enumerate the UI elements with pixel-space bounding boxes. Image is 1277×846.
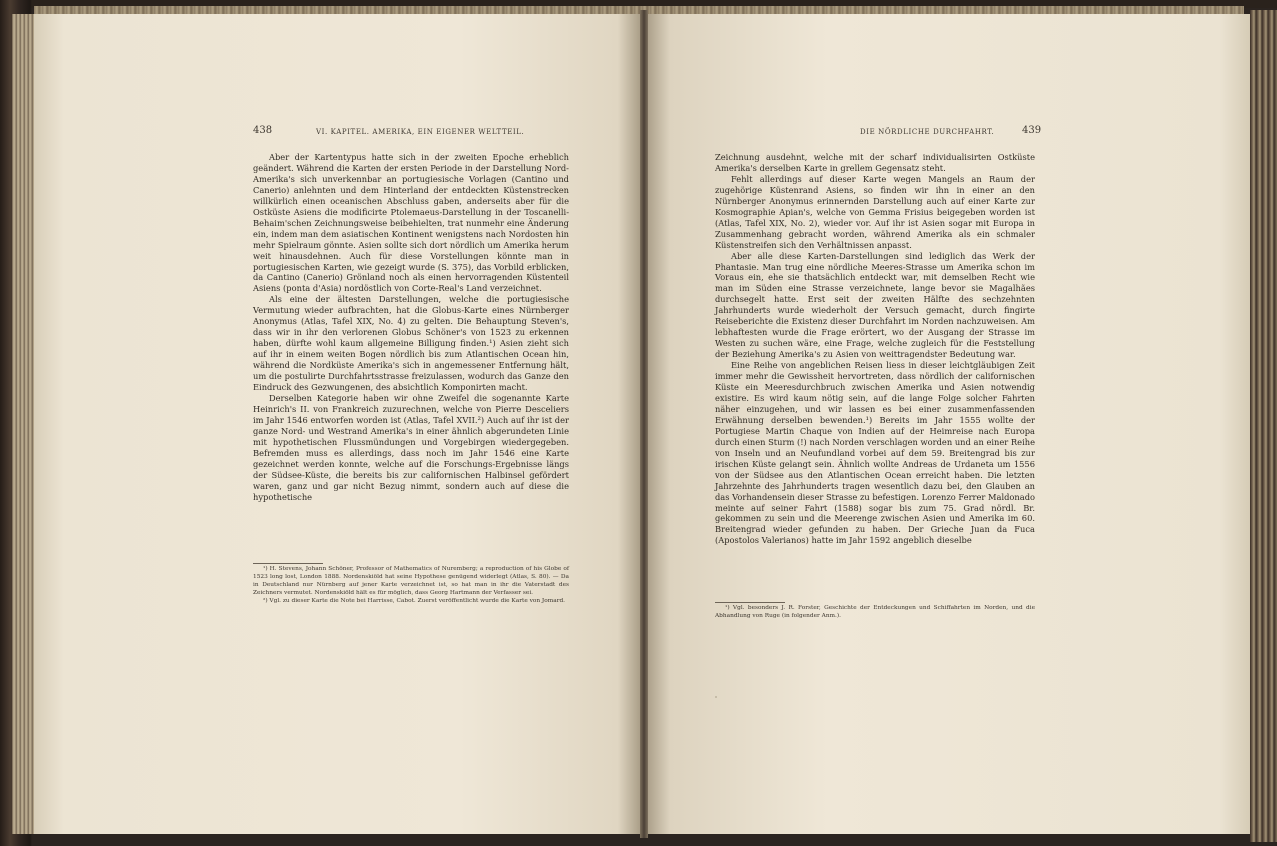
right-paragraph: Fehlt allerdings auf dieser Karte wegen Mangels an Raum der zugehörige Küstenrand Asiens, so finden wir ihn in einer an den Nürnberger Anonymus erinnernden Darstellung auch auf einer Karte zur Kosmographie Apian's, welche von Gemma Frisius beigegeben worden ist (Atlas, Tafel XIX, No. 2), wieder vor. Auf ihr ist Asien sogar mit Europa in Zusammenhang gebracht worden, während Amerika als ein schmaler Küstenstreifen sich den Verhältnissen anpasst. bbox=[715, 173, 1035, 250]
footnote: ¹) H. Stevens, Johann Schöner, Professor of Mathematics of Nuremberg; a reproduction of his Globe of 1523 long lost, London 1888. Nordenskiöld hat seine Hypothese genügend widerlegt (Atlas, S. 80). — Da in Deutschland nur Nürnberg auf jener Karte verzeichnet ist, so hat man in ihr die Vaterstadt des Zeichners vermutet. Nordenskiöld hält es für möglich, dass Georg Hartmann der Verfasser sei. bbox=[253, 566, 569, 596]
right-running-head: DIE NÖRDLICHE DURCHFAHRT. bbox=[860, 128, 995, 136]
page-edges-right bbox=[1250, 10, 1277, 842]
left-running-head: VI. KAPITEL. AMERIKA, EIN EIGENER WELTTEIL. bbox=[316, 128, 525, 136]
left-body-text bbox=[253, 152, 569, 503]
right-paragraph: Zeichnung ausdehnt, welche mit der scharf individualisirten Ostküste Amerika's derselben Karte in grellem Gegensatz steht. bbox=[715, 152, 1035, 173]
right-footnotes bbox=[715, 602, 1035, 621]
paper-speck bbox=[715, 696, 717, 698]
left-paragraph: Aber der Kartentypus hatte sich in der zweiten Epoche erheblich geändert. Während die Karten der ersten Periode in der Darstellung Nord-Amerika's sich unverkennbar an portugiesische Vorlagen (Cantino und Canerio) anlehnten und dem Hinterland der entdeckten Küstenstrecken willkürlich einen oceanischen Abschluss gaben, anderseits aber für die Ostküste Asiens die modificirte Ptolemaeus-Darstellung in der Toscanelli-Behaim'schen Zeichnungsweise beibehielten, trat nunmehr eine Änderung ein, indem man dem asiatischen Kontinent wenigstens nach Nordosten hin mehr Spielraum gönnte. Asien sollte sich dort nördlich um Amerika herum weit hinausdehnen. Auch für diese Vorstellungen könnte man in portugiesischen Karten, wie gezeigt wurde (S. 375), das Vorbild erblicken, da Cantino (Canerio) Grönland noch als einen hervorragenden Küstenteil Asiens (ponta d'Asia) nordöstlich von Corte-Real's Land verzeichnet. bbox=[253, 152, 569, 294]
book-gutter bbox=[640, 10, 648, 838]
right-page-number: 439 bbox=[1022, 125, 1042, 136]
right-body-text bbox=[715, 152, 1035, 546]
footnote-rule bbox=[715, 602, 785, 603]
page-edges-left bbox=[12, 14, 36, 834]
left-paragraph: Derselben Kategorie haben wir ohne Zweifel die sogenannte Karte Heinrich's II. von Frankreich zuzurechnen, welche von Pierre Desceliers im Jahr 1546 entworfen worden ist (Atlas, Tafel XVII.²) Auch auf ihr ist der ganze Nord- und Westrand Amerika's in einer ähnlich abgerundeten Linie mit hypothetischen Flussmündungen und Vorgebirgen wiedergegeben. Befremden muss es allerdings, dass noch im Jahr 1546 eine Karte gezeichnet werden konnte, welche auf die Forschungs-Ergebnisse längs der Südsee-Küste, die bereits bis zur californischen Halbinsel gefördert waren, ganz und gar nicht Bezug nimmt, sondern auch auf diese die hypothetische bbox=[253, 392, 569, 502]
footnote-rule bbox=[253, 563, 323, 564]
left-page-number: 438 bbox=[253, 125, 273, 136]
right-paragraph: Aber alle diese Karten-Darstellungen sind lediglich das Werk der Phantasie. Man trug eine nördliche Meeres-Strasse um Amerika schon im Voraus ein, ehe sie thatsächlich entdeckt war, mit demselben Recht wie man im Süden eine Strasse verzeichnete, lange bevor sie Magalhães durchsegelt hatte. Erst seit der zweiten Hälfte des sechzehnten Jahrhunderts wurde wiederholt der Versuch gemacht, durch fingirte Reiseberichte die Existenz dieser Durchfahrt im Norden nachzuweisen. Am lebhaftesten wurde die Frage erörtert, wo der Ausgang der Strasse im Westen zu suchen wäre, eine Frage, welche zugleich für die Feststellung der Beziehung Amerika's zu Asien von weittragendster Bedeutung war. bbox=[715, 250, 1035, 360]
left-footnotes bbox=[253, 563, 569, 606]
footnote: ²) Vgl. zu dieser Karte die Note bei Harrisse, Cabot. Zuerst veröffentlicht wurde die Karte von Jomard. bbox=[263, 597, 566, 604]
left-paragraph: Als eine der ältesten Darstellungen, welche die portugiesische Vermutung wieder aufbrachten, hat die Globus-Karte eines Nürnberger Anonymus (Atlas, Tafel XIX, No. 4) zu gelten. Die Behauptung Steven's, dass wir in ihr den verlorenen Globus Schöner's von 1523 zu erkennen haben, dürfte wohl kaum allgemeine Billigung finden.¹) Asien zieht sich auf ihr in einem weiten Bogen nördlich bis zum Atlantischen Ocean hin, während die Nordküste Amerika's sich in angemessener Entfernung hält, um die postulirte Durchfahrtsstrasse freizulassen, wodurch das Ganze den Eindruck des Gezwungenen, des absichtlich Komponirten macht. bbox=[253, 294, 569, 393]
right-paragraph: Eine Reihe von angeblichen Reisen liess in dieser leichtgläubigen Zeit immer mehr die Gewissheit hervortreten, dass nördlich der californischen Küste ein Meeresdurchbruch zwischen Amerika und Asien notwendig existire. Es wird kaum nötig sein, auf die lange Folge solcher Fahrten näher einzugehen, und wir lassen es bei einer zusammenfassenden Erwähnung derselben bewenden.¹) Bereits im Jahr 1555 wollte der Portugiese Martin Chaque von Indien auf der Heimreise nach Europa durch einen Sturm (!) nach Norden verschlagen worden und an einer Reihe von Inseln und an Neufundland vorbei auf dem 59. Breitengrad bis zur irischen Küste gelangt sein. Ähnlich wollte Andreas de Urdaneta um 1556 von der Südsee aus den Atlantischen Ocean erreicht haben. Die letzten Jahrzehnte des Jahrhunderts tragen wesentlich dazu bei, den Glauben an das Vorhandensein dieser Strasse zu befestigen. Lorenzo Ferrer Maldonado meinte auf seiner Fahrt (1588) sogar bis zum 75. Grad nördl. Br. gekommen zu sein und die Meerenge zwischen Asien und Amerika im 60. Breitengrad wieder gefunden zu haben. Der Grieche Juan da Fuca (Apostolos Valerianos) hatte im Jahr 1592 angeblich dieselbe bbox=[715, 360, 1036, 546]
footnote: ¹) Vgl. besonders J. R. Forster, Geschichte der Entdeckungen und Schiffahrten im Norden, und die Abhandlung von Ruge (in folgender Anm.). bbox=[715, 605, 1035, 619]
